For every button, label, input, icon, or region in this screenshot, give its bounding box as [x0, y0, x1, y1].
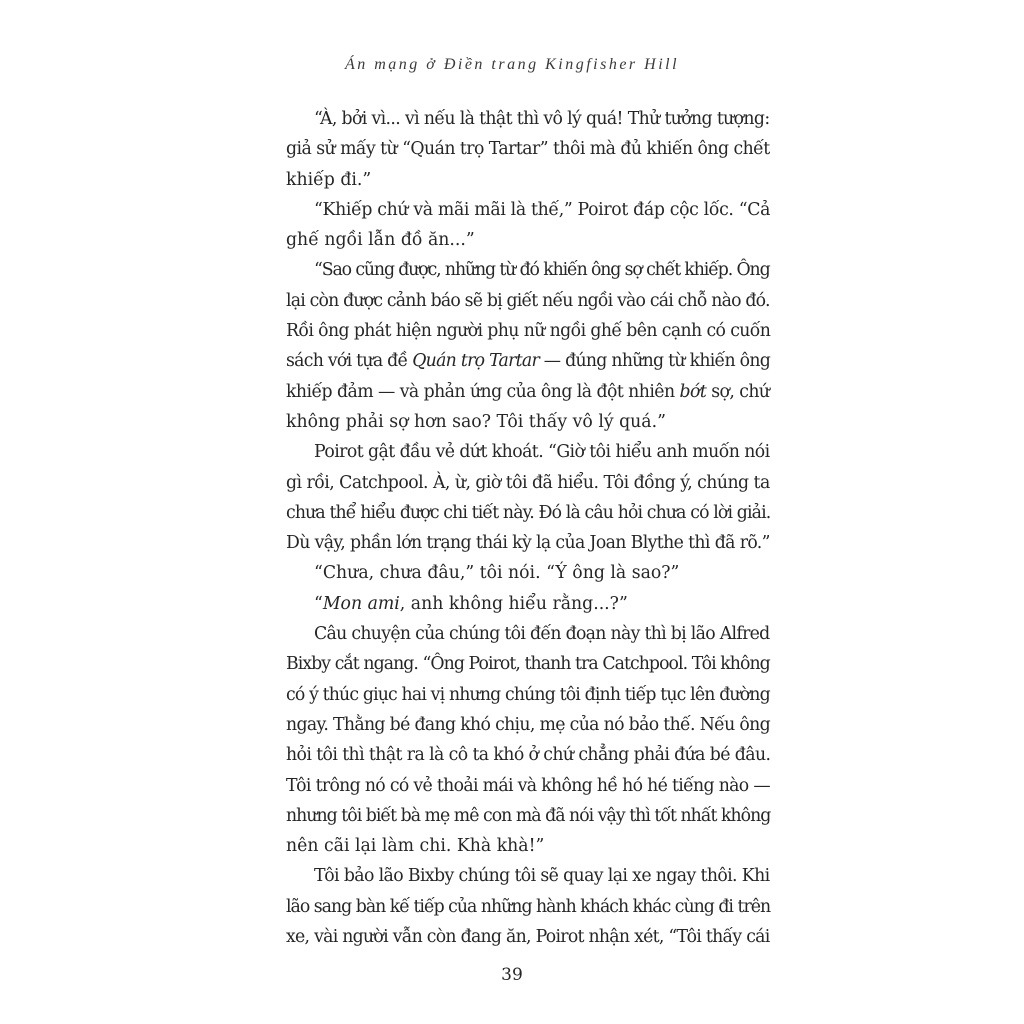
body-text — [258, 104, 770, 952]
paragraph: “Khiếp chứ và mãi mãi là thế,” Poirot đáp cộc lốc. “Cả ghế ngồi lẫn đồ ăn...” — [286, 199, 771, 251]
paragraph: Câu chuyện của chúng tôi đến đoạn này thì bị lão Alfred Bixby cắt ngang. “Ông Poirot, thanh tra Catchpool. Tôi không có ý thúc giục hai vị nhưng chúng tôi định tiếp tục lên đường ngay. Thằng bé đang khó chịu, mẹ của nó bảo thế. Nếu ông hỏi tôi thì thật ra là cô ta khó ở chứ chẳng phải đứa bé đâu. Tôi trông nó có vẻ thoải mái và không hề hó hé tiếng nào — nhưng tôi biết bà mẹ mê con mà đã nói vậy thì tốt nhất không nên cãi lại làm chi. Khà khà!” — [286, 624, 771, 857]
paragraph: “Mon ami, anh không hiểu rằng...?” — [314, 593, 628, 614]
paragraph: “Chưa, chưa đâu,” tôi nói. “Ý ông là sao?” — [314, 563, 680, 584]
italic-book-title: Quán trọ Tartar — [412, 351, 540, 372]
running-header: Án mạng ở Điền trang Kingfisher Hill — [344, 56, 680, 73]
page-number: 39 — [501, 965, 523, 985]
italic-phrase: Mon ami — [322, 593, 400, 614]
line-with-italic: khiếp đảm — và phản ứng của ông là đột nhiên bớt sợ, chứ — [286, 381, 770, 402]
paragraph: Poirot gật đầu vẻ dứt khoát. “Giờ tôi hiểu anh muốn nói gì rồi, Catchpool. À, ừ, giờ tôi đã hiểu. Tôi đồng ý, chúng ta chưa thể hiểu được chi tiết này. Đó là câu hỏi chưa có lời giải. Dù vậy, phần lớn trạng thái kỳ lạ của Joan Blythe thì đã rõ.” — [286, 442, 771, 554]
paragraph: “Sao cũng được, những từ đó khiến ông sợ chết khiếp. Ông lại còn được cảnh báo sẽ bị giết nếu ngồi vào cái chỗ nào đó. Rồi ông phát hiện người phụ nữ ngồi ghế bên cạnh có cuốn sách với tựa đề Quán trọ Tartar — đúng những từ khiến ông khiếp đảm — và phản ứng của ông là đột nhiên bớt sợ, chứ không phải sợ hơn sao? Tôi thấy vô lý quá.” — [258, 255, 770, 437]
paragraph: Tôi bảo lão Bixby chúng tôi sẽ quay lại xe ngay thôi. Khi lão sang bàn kế tiếp của những hành khách khác cùng đi trên xe, vài người vẫn còn đang ăn, Poirot nhận xét, “Tôi thấy cái — [286, 866, 771, 948]
paragraph: “À, bởi vì... vì nếu là thật thì vô lý quá! Thử tưởng tượng: giả sử mấy từ “Quán trọ Tartar” thôi mà đủ khiến ông chết khiếp đi.” — [286, 109, 770, 190]
line-with-italic: sách với tựa đề Quán trọ Tartar — đúng những từ khiến ông — [286, 351, 771, 372]
italic-emphasis: bớt — [679, 381, 707, 402]
